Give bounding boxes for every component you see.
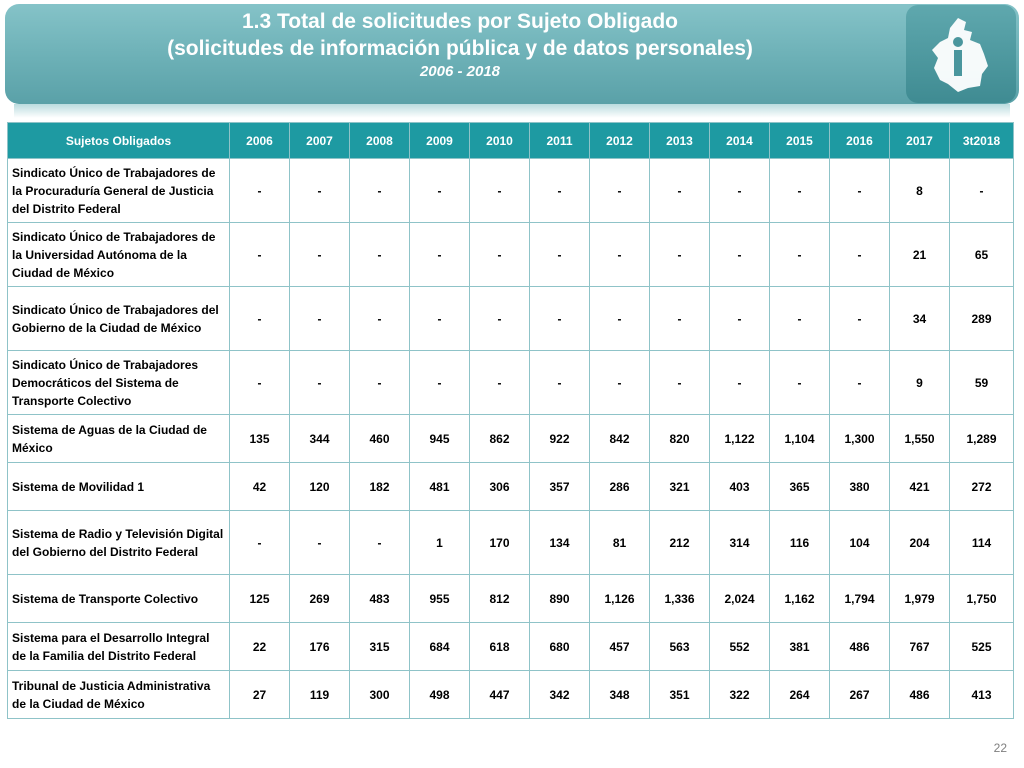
value-cell: - — [290, 511, 350, 575]
value-cell: 59 — [950, 351, 1014, 415]
value-cell: - — [650, 351, 710, 415]
value-cell: 342 — [530, 671, 590, 719]
value-cell: 182 — [350, 463, 410, 511]
value-cell: 403 — [710, 463, 770, 511]
value-cell: - — [710, 223, 770, 287]
entity-name-cell: Sindicato Único de Trabajadores Democráticos del Sistema de Transporte Colectivo — [8, 351, 230, 415]
value-cell: 1,750 — [950, 575, 1014, 623]
value-cell: - — [770, 351, 830, 415]
value-cell: - — [710, 159, 770, 223]
header-cell: Sujetos Obligados — [8, 123, 230, 159]
value-cell: 1,162 — [770, 575, 830, 623]
value-cell: 862 — [470, 415, 530, 463]
value-cell: 170 — [470, 511, 530, 575]
table-row — [8, 623, 1014, 671]
value-cell: - — [410, 159, 470, 223]
value-cell: - — [830, 287, 890, 351]
value-cell: - — [530, 351, 590, 415]
value-cell: 204 — [890, 511, 950, 575]
value-cell: 21 — [890, 223, 950, 287]
value-cell: 1,300 — [830, 415, 890, 463]
value-cell: 300 — [350, 671, 410, 719]
table-body — [8, 159, 1014, 719]
value-cell: 767 — [890, 623, 950, 671]
value-cell: 272 — [950, 463, 1014, 511]
value-cell: 457 — [590, 623, 650, 671]
value-cell: 922 — [530, 415, 590, 463]
value-cell: 289 — [950, 287, 1014, 351]
value-cell: - — [590, 159, 650, 223]
table-row — [8, 159, 1014, 223]
entity-name-cell: Sistema de Transporte Colectivo — [8, 575, 230, 623]
entity-name-cell: Sindicato Único de Trabajadores de la Universidad Autónoma de la Ciudad de México — [8, 223, 230, 287]
value-cell: 81 — [590, 511, 650, 575]
value-cell: 1,794 — [830, 575, 890, 623]
value-cell: 680 — [530, 623, 590, 671]
value-cell: 563 — [650, 623, 710, 671]
header-cell: 3t2018 — [950, 123, 1014, 159]
value-cell: 1,122 — [710, 415, 770, 463]
value-cell: 1 — [410, 511, 470, 575]
table-header-row — [8, 123, 1014, 159]
value-cell: 321 — [650, 463, 710, 511]
header-cell: 2011 — [530, 123, 590, 159]
value-cell: 812 — [470, 575, 530, 623]
value-cell: 65 — [950, 223, 1014, 287]
header-cell: 2014 — [710, 123, 770, 159]
value-cell: - — [590, 223, 650, 287]
value-cell: - — [290, 287, 350, 351]
value-cell: - — [290, 159, 350, 223]
value-cell: 357 — [530, 463, 590, 511]
value-cell: 42 — [230, 463, 290, 511]
value-cell: 344 — [290, 415, 350, 463]
value-cell: - — [770, 287, 830, 351]
value-cell: 120 — [290, 463, 350, 511]
value-cell: - — [650, 159, 710, 223]
value-cell: 421 — [890, 463, 950, 511]
value-cell: 351 — [650, 671, 710, 719]
value-cell: - — [470, 287, 530, 351]
value-cell: - — [290, 223, 350, 287]
value-cell: - — [350, 351, 410, 415]
value-cell: 125 — [230, 575, 290, 623]
value-cell: 212 — [650, 511, 710, 575]
value-cell: 552 — [710, 623, 770, 671]
title-years: 2006 - 2018 — [419, 63, 501, 80]
value-cell: 486 — [890, 671, 950, 719]
value-cell: 381 — [770, 623, 830, 671]
value-cell: - — [770, 223, 830, 287]
value-cell: - — [410, 287, 470, 351]
page-title — [5, 8, 915, 82]
table-row — [8, 351, 1014, 415]
value-cell: 1,126 — [590, 575, 650, 623]
value-cell: 27 — [230, 671, 290, 719]
value-cell: 890 — [530, 575, 590, 623]
value-cell: - — [350, 159, 410, 223]
value-cell: 314 — [710, 511, 770, 575]
value-cell: - — [470, 223, 530, 287]
value-cell: 104 — [830, 511, 890, 575]
header-cell: 2010 — [470, 123, 530, 159]
value-cell: 114 — [950, 511, 1014, 575]
table-row — [8, 575, 1014, 623]
entity-name-cell: Sistema para el Desarrollo Integral de la Familia del Distrito Federal — [8, 623, 230, 671]
value-cell: - — [410, 223, 470, 287]
value-cell: 483 — [350, 575, 410, 623]
value-cell: - — [950, 159, 1014, 223]
value-cell: 842 — [590, 415, 650, 463]
table-row — [8, 415, 1014, 463]
entity-name-cell: Sindicato Único de Trabajadores del Gobierno de la Ciudad de México — [8, 287, 230, 351]
value-cell: 116 — [770, 511, 830, 575]
entity-name-cell: Sistema de Movilidad 1 — [8, 463, 230, 511]
table-row — [8, 463, 1014, 511]
value-cell: - — [230, 223, 290, 287]
cdmx-logo-icon — [928, 14, 992, 94]
value-cell: 1,550 — [890, 415, 950, 463]
page-number: 22 — [993, 741, 1007, 755]
value-cell: 684 — [410, 623, 470, 671]
table-row — [8, 287, 1014, 351]
value-cell: - — [650, 287, 710, 351]
value-cell: 119 — [290, 671, 350, 719]
table-row — [8, 671, 1014, 719]
title-line-2: (solicitudes de información pública y de datos personales) — [167, 37, 753, 60]
value-cell: - — [590, 287, 650, 351]
value-cell: - — [350, 287, 410, 351]
value-cell: 269 — [290, 575, 350, 623]
value-cell: 286 — [590, 463, 650, 511]
value-cell: 2,024 — [710, 575, 770, 623]
value-cell: - — [710, 287, 770, 351]
header-cell: 2008 — [350, 123, 410, 159]
value-cell: 1,979 — [890, 575, 950, 623]
value-cell: - — [230, 287, 290, 351]
value-cell: - — [290, 351, 350, 415]
value-cell: - — [230, 511, 290, 575]
header-cell: 2017 — [890, 123, 950, 159]
value-cell: 955 — [410, 575, 470, 623]
value-cell: 9 — [890, 351, 950, 415]
value-cell: - — [710, 351, 770, 415]
header-cell: 2009 — [410, 123, 470, 159]
value-cell: - — [470, 159, 530, 223]
value-cell: 34 — [890, 287, 950, 351]
table-row — [8, 223, 1014, 287]
banner-shadow — [14, 104, 1010, 118]
value-cell: 322 — [710, 671, 770, 719]
value-cell: 820 — [650, 415, 710, 463]
value-cell: - — [350, 511, 410, 575]
value-cell: 22 — [230, 623, 290, 671]
value-cell: - — [830, 223, 890, 287]
header-cell: 2016 — [830, 123, 890, 159]
value-cell: 618 — [470, 623, 530, 671]
value-cell: - — [770, 159, 830, 223]
value-cell: 8 — [890, 159, 950, 223]
value-cell: 348 — [590, 671, 650, 719]
value-cell: 945 — [410, 415, 470, 463]
value-cell: - — [590, 351, 650, 415]
value-cell: 413 — [950, 671, 1014, 719]
entity-name-cell: Sistema de Aguas de la Ciudad de México — [8, 415, 230, 463]
value-cell: - — [530, 223, 590, 287]
value-cell: 486 — [830, 623, 890, 671]
value-cell: - — [530, 159, 590, 223]
requests-table — [7, 122, 1014, 719]
value-cell: 380 — [830, 463, 890, 511]
value-cell: 306 — [470, 463, 530, 511]
value-cell: - — [830, 351, 890, 415]
value-cell: 481 — [410, 463, 470, 511]
value-cell: 1,336 — [650, 575, 710, 623]
header-cell: 2013 — [650, 123, 710, 159]
value-cell: 365 — [770, 463, 830, 511]
value-cell: 498 — [410, 671, 470, 719]
value-cell: - — [650, 223, 710, 287]
value-cell: - — [410, 351, 470, 415]
header-cell: 2006 — [230, 123, 290, 159]
value-cell: 315 — [350, 623, 410, 671]
value-cell: 525 — [950, 623, 1014, 671]
value-cell: 134 — [530, 511, 590, 575]
entity-name-cell: Sindicato Único de Trabajadores de la Procuraduría General de Justicia del Distrito Federal — [8, 159, 230, 223]
value-cell: 447 — [470, 671, 530, 719]
value-cell: 176 — [290, 623, 350, 671]
value-cell: 460 — [350, 415, 410, 463]
value-cell: - — [350, 223, 410, 287]
header-cell: 2015 — [770, 123, 830, 159]
entity-name-cell: Tribunal de Justicia Administrativa de la Ciudad de México — [8, 671, 230, 719]
value-cell: 1,104 — [770, 415, 830, 463]
table-row — [8, 511, 1014, 575]
title-line-1: 1.3 Total de solicitudes por Sujeto Obligado — [242, 10, 678, 33]
header-cell: 2012 — [590, 123, 650, 159]
value-cell: 135 — [230, 415, 290, 463]
logo — [906, 5, 1016, 103]
value-cell: - — [230, 159, 290, 223]
value-cell: 267 — [830, 671, 890, 719]
header-cell: 2007 — [290, 123, 350, 159]
value-cell: 264 — [770, 671, 830, 719]
value-cell: - — [230, 351, 290, 415]
value-cell: 1,289 — [950, 415, 1014, 463]
value-cell: - — [830, 159, 890, 223]
value-cell: - — [470, 351, 530, 415]
entity-name-cell: Sistema de Radio y Televisión Digital del Gobierno del Distrito Federal — [8, 511, 230, 575]
value-cell: - — [530, 287, 590, 351]
